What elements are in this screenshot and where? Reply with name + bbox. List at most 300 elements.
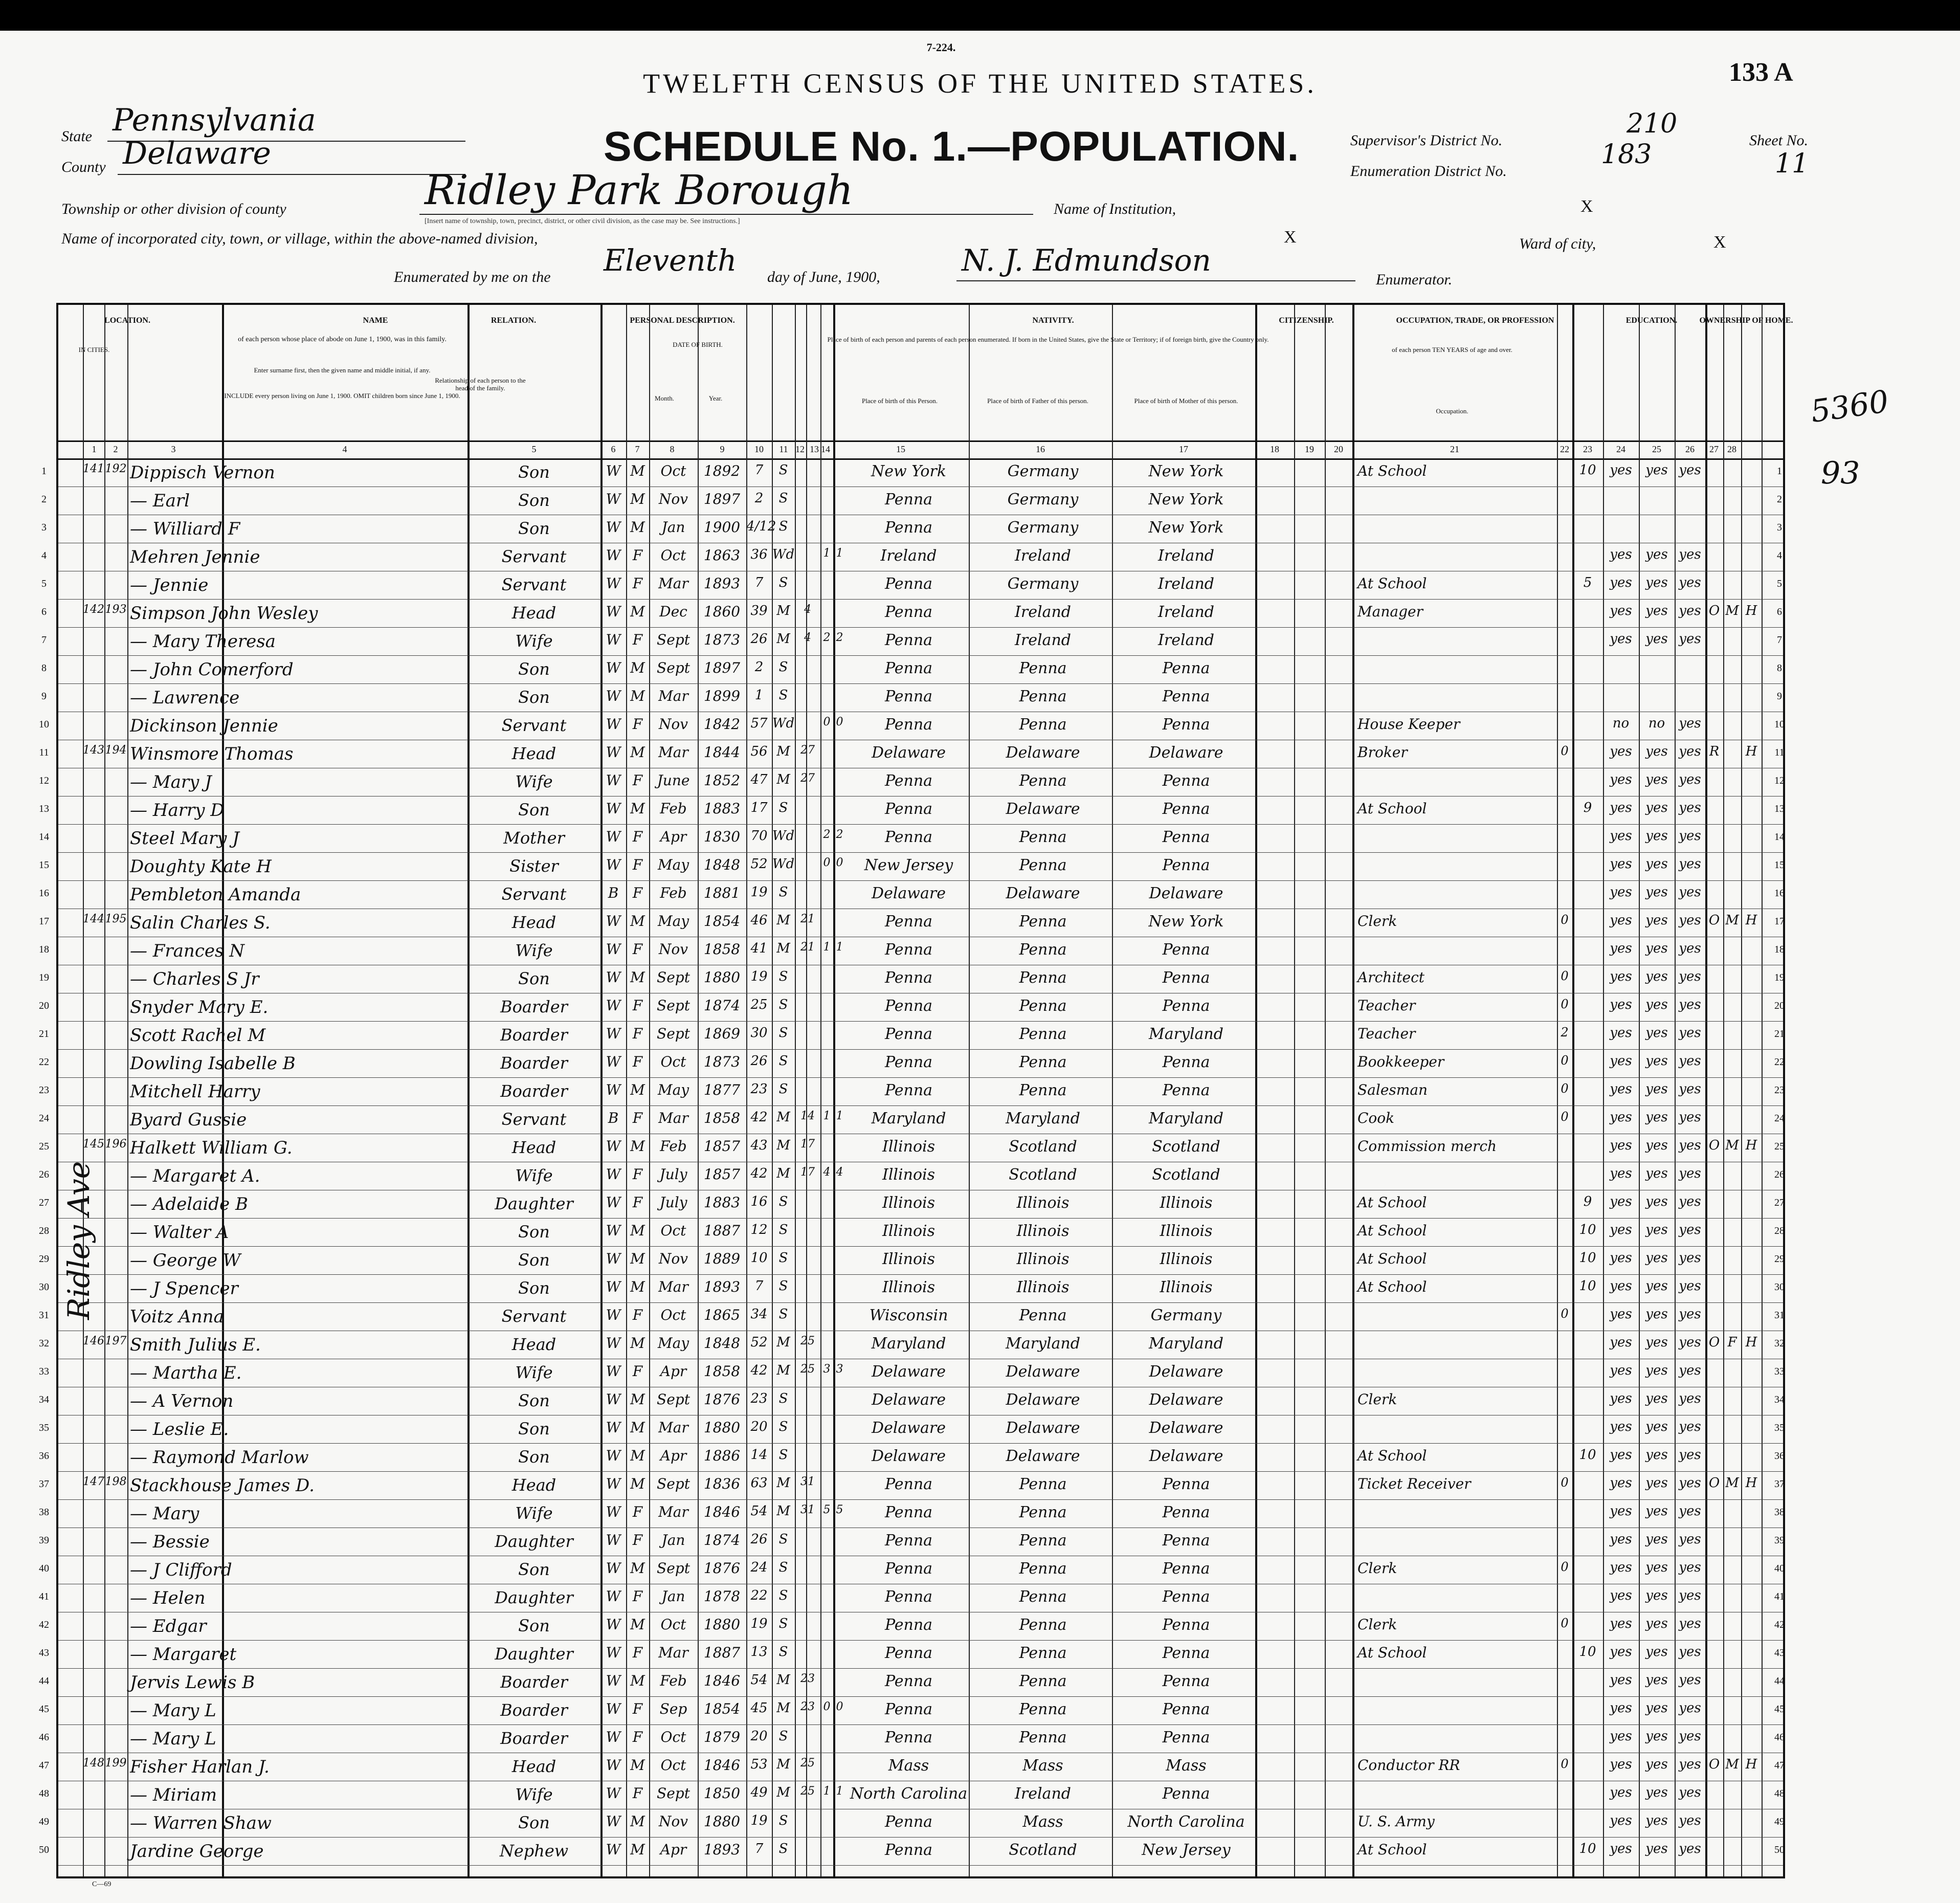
cell-yr: 1865 [703, 1307, 741, 1323]
cell-pob: Illinois [882, 1194, 935, 1212]
cell-speak: yes [1679, 1588, 1701, 1603]
cell-rel: Boarder [500, 1025, 568, 1045]
cell-read: yes [1610, 1729, 1632, 1744]
cell-moc: 2 [823, 631, 831, 644]
cell-mar: M [776, 1166, 790, 1181]
supervisor-label: Supervisor's District No. [1350, 132, 1503, 149]
cell-sex: M [630, 913, 645, 930]
cell-col: W [606, 716, 621, 733]
cell-mar: S [778, 1194, 788, 1209]
birth-year-header: Year. [708, 394, 723, 402]
group-nativity: NATIVITY. [1032, 316, 1074, 325]
state-label: State [61, 128, 92, 145]
cell-read: yes [1610, 1110, 1632, 1125]
cell-sex: F [632, 1194, 643, 1211]
cell-yr: 1897 [703, 491, 741, 507]
line-number-right: 23 [1774, 1085, 1785, 1096]
cell-moc: 0 [823, 716, 831, 728]
county-label: County [61, 159, 106, 175]
cell-pof: Penna [1019, 997, 1067, 1015]
cell-occ: At School [1357, 1644, 1427, 1661]
cell-read: yes [1610, 1757, 1632, 1772]
cell-pof: Penna [1019, 913, 1067, 931]
cell-write: yes [1645, 1025, 1668, 1041]
sheet-value: 11 [1775, 148, 1809, 179]
cell-rel: Head [511, 1335, 556, 1354]
cell-write: yes [1645, 969, 1668, 984]
cell-pof: Scotland [1009, 1138, 1077, 1156]
cell-mo: Mar [658, 1110, 688, 1126]
line-number-right: 42 [1774, 1619, 1785, 1630]
cell-sex: F [632, 1532, 643, 1548]
table-row [39, 852, 1785, 880]
cell-age: 49 [750, 1785, 768, 1800]
cell-pof: Penna [1019, 941, 1067, 959]
cell-sex: M [630, 744, 645, 761]
cell-pob: Penna [884, 941, 933, 959]
table-row [39, 768, 1785, 796]
line-number-left: 19 [39, 972, 49, 983]
column-number: 26 [1685, 444, 1695, 454]
cell-age: 19 [750, 1813, 768, 1828]
line-number-right: 34 [1774, 1394, 1785, 1405]
cell-read: yes [1610, 1447, 1632, 1463]
table-row [39, 1190, 1785, 1218]
cell-write: yes [1645, 603, 1668, 618]
cell-sex: M [630, 1081, 645, 1098]
cell-speak: yes [1679, 1700, 1701, 1716]
cell-rel: Head [511, 603, 556, 623]
column-number: 8 [670, 444, 675, 454]
cell-rel: Servant [501, 1110, 567, 1129]
cell-mar: M [776, 1475, 790, 1491]
table-row [41, 571, 1783, 599]
cell-mar: S [778, 1644, 788, 1659]
cell-pom: Illinois [1160, 1250, 1213, 1268]
cell-read: yes [1610, 997, 1632, 1012]
cell-name: — George W [130, 1250, 241, 1271]
cell-mar: Wd [772, 856, 795, 872]
cell-pob: Delaware [872, 884, 946, 902]
cell-rel: Son [518, 1419, 550, 1439]
table-row [41, 458, 1783, 486]
cell-read: yes [1610, 941, 1632, 956]
cell-sex: M [630, 1391, 645, 1408]
cell-rel: Son [518, 1278, 550, 1298]
line-number-left: 20 [39, 1000, 49, 1011]
enum-district-value: 183 [1601, 139, 1652, 170]
cell-col: W [606, 744, 621, 761]
cell-mar: M [776, 1335, 790, 1350]
cell-mo: Nov [658, 716, 688, 733]
cell-fm: M [1725, 1475, 1739, 1491]
line-number-right: 30 [1774, 1281, 1785, 1293]
cell-read: yes [1610, 913, 1632, 928]
cell-pom: Mass [1166, 1757, 1207, 1775]
cell-mo: Nov [658, 1813, 688, 1830]
cell-age: 54 [750, 1672, 768, 1688]
pob-mother-header: Place of birth of Mother of this person. [1134, 397, 1238, 405]
cell-rel: Son [518, 462, 550, 482]
cell-occ: Clerk [1357, 1616, 1397, 1633]
cell-pob: Delaware [872, 1363, 946, 1381]
cell-pof: Penna [1019, 1616, 1067, 1634]
cell-write: yes [1645, 1841, 1668, 1856]
cell-mo: July [659, 1166, 687, 1183]
cell-pob: Maryland [871, 1335, 946, 1353]
cell-col: W [606, 603, 621, 620]
cell-yr: 1830 [703, 828, 741, 845]
cell-write: yes [1645, 1644, 1668, 1659]
cell-mar: S [778, 462, 788, 478]
line-number-left: 12 [39, 775, 49, 786]
cell-ym: 17 [800, 1166, 815, 1179]
line-number-left: 29 [39, 1253, 49, 1265]
cell-sex: M [630, 1278, 645, 1295]
cell-name: — Warren Shaw [130, 1813, 272, 1833]
cell-mar: M [776, 1138, 790, 1153]
street-name: Ridley Ave [61, 1161, 96, 1320]
cell-pof: Germany [1007, 462, 1079, 480]
cell-rel: Wife [515, 1785, 553, 1804]
table-row [39, 1696, 1785, 1724]
cell-write: yes [1645, 1813, 1668, 1828]
cell-speak: yes [1679, 1447, 1701, 1463]
name-note: Enter surname first, then the given name and middle initial, if any. [254, 366, 431, 374]
cell-yr: 1893 [703, 1841, 741, 1858]
cell-col: W [606, 1700, 621, 1717]
cell-write: no [1648, 716, 1665, 731]
table-row [39, 1021, 1785, 1049]
table-row [39, 1331, 1785, 1359]
cell-age: 52 [750, 1335, 768, 1350]
table-row [39, 824, 1785, 852]
line-number-right: 47 [1774, 1760, 1785, 1771]
line-number-left: 23 [39, 1085, 49, 1096]
cell-liv: 1 [836, 547, 843, 560]
table-row [39, 965, 1785, 993]
column-number: 15 [896, 444, 905, 454]
cell-mar: Wd [772, 828, 795, 844]
cell-fh: H [1745, 1335, 1757, 1350]
line-number-left: 10 [39, 719, 49, 730]
cell-pof: Scotland [1009, 1841, 1077, 1859]
cell-pom: Penna [1162, 1588, 1210, 1606]
cell-pob: Penna [884, 1672, 933, 1690]
cell-read: yes [1610, 1166, 1632, 1181]
cell-mo: Oct [660, 547, 686, 564]
cell-age: 2 [754, 491, 764, 506]
table-row [41, 486, 1783, 515]
cell-name: — Mary Theresa [130, 631, 276, 652]
table-row [39, 1753, 1785, 1781]
cell-read: yes [1610, 1672, 1632, 1688]
cell-liv: 2 [836, 828, 843, 841]
cell-age: 7 [754, 1841, 764, 1856]
cell-mo: Nov [658, 491, 688, 507]
cell-yr: 1844 [703, 744, 741, 761]
cell-speak: yes [1679, 941, 1701, 956]
cell-pof: Mass [1022, 1757, 1063, 1775]
cell-name: — Leslie E. [130, 1419, 229, 1440]
cell-read: yes [1610, 1335, 1632, 1350]
cell-pom: Penna [1162, 1053, 1210, 1071]
cell-write: yes [1645, 1222, 1668, 1237]
cell-write: yes [1645, 575, 1668, 590]
line-number-left: 13 [39, 803, 49, 814]
cell-pof: Ireland [1015, 547, 1071, 565]
line-number-left: 37 [39, 1478, 49, 1490]
cell-speak: yes [1679, 1166, 1701, 1181]
cell-ym: 31 [800, 1503, 815, 1516]
table-row [39, 1077, 1785, 1105]
cell-speak: yes [1679, 1335, 1701, 1350]
cell-mo: Nov [658, 1250, 688, 1267]
cell-age: 57 [750, 716, 768, 731]
cell-rel: Son [518, 1616, 550, 1635]
cell-pom: Delaware [1149, 1447, 1223, 1465]
cell-rel: Head [511, 1475, 556, 1495]
cell-mar: S [778, 1222, 788, 1237]
cell-sex: M [630, 491, 645, 507]
cell-mar: S [778, 969, 788, 984]
cell-sex: F [632, 1110, 643, 1126]
cell-mne: 0 [1561, 1757, 1569, 1771]
cell-pom: Penna [1162, 1532, 1210, 1550]
cell-mar: S [778, 519, 788, 534]
table-row [39, 909, 1785, 937]
line-number-right: 25 [1774, 1141, 1785, 1152]
cell-pof: Delaware [1006, 1391, 1080, 1409]
cell-fh: H [1745, 1757, 1757, 1772]
ward-label: Ward of city, [1519, 235, 1596, 252]
cell-speak: yes [1679, 1194, 1701, 1209]
line-number-left: 28 [39, 1225, 49, 1236]
cell-fm: M [1725, 1757, 1739, 1772]
birth-date-header: DATE OF BIRTH. [673, 341, 723, 348]
cell-own: O [1708, 1475, 1720, 1491]
column-number: 20 [1334, 444, 1343, 454]
line-number-right: 40 [1774, 1563, 1785, 1574]
cell-sex: F [632, 575, 643, 592]
cell-sex: M [630, 603, 645, 620]
cell-ym: 23 [800, 1672, 815, 1685]
cell-occ: At School [1357, 1841, 1427, 1858]
cell-write: yes [1645, 1532, 1668, 1547]
cell-yr: 1880 [703, 1616, 741, 1633]
cell-col: W [606, 462, 621, 479]
cell-fam: 199 [105, 1757, 127, 1769]
relation-description: Relationship of each person to the head of the family. [435, 377, 526, 392]
cell-speak: yes [1679, 884, 1701, 900]
cell-mar: S [778, 997, 788, 1012]
cell-speak: yes [1679, 828, 1701, 844]
cell-pof: Delaware [1006, 1447, 1080, 1465]
cell-col: W [606, 1841, 621, 1858]
cell-mar: S [778, 1081, 788, 1097]
cell-read: yes [1610, 1053, 1632, 1069]
cell-occ: Teacher [1357, 1025, 1416, 1042]
cell-write: yes [1645, 1447, 1668, 1463]
line-number-right: 6 [1777, 606, 1782, 617]
cell-mo: Sept [657, 1785, 690, 1802]
line-number-left: 17 [39, 916, 49, 927]
cell-name: — Walter A [130, 1222, 229, 1243]
table-row [39, 1528, 1785, 1556]
line-number-right: 3 [1777, 522, 1782, 533]
cell-sex: M [630, 1672, 645, 1689]
table-row [39, 712, 1785, 740]
cell-pof: Penna [1019, 659, 1067, 677]
cell-sex: M [630, 1757, 645, 1774]
cell-occ: Broker [1357, 744, 1408, 761]
cell-pom: Delaware [1149, 1391, 1223, 1409]
cell-name: Dippisch Vernon [130, 462, 275, 483]
cell-yr: 1883 [703, 800, 741, 817]
cell-age: 54 [750, 1503, 768, 1519]
cell-yr: 1887 [703, 1222, 741, 1239]
cell-sex: F [632, 1307, 643, 1323]
cell-age: 19 [750, 969, 768, 984]
column-number: 19 [1305, 444, 1314, 454]
cell-rel: Nephew [499, 1841, 569, 1861]
cell-rel: Wife [515, 631, 553, 651]
cell-sex: F [632, 997, 643, 1014]
cell-name: — Bessie [130, 1532, 210, 1552]
cell-occ: Commission merch [1357, 1138, 1497, 1155]
cell-pof: Penna [1019, 1560, 1067, 1578]
cell-mo: Oct [660, 1616, 686, 1633]
cell-read: yes [1610, 1785, 1632, 1800]
cell-pob: Penna [884, 716, 933, 734]
cell-mne: 0 [1561, 913, 1569, 927]
cell-pof: Penna [1019, 688, 1067, 705]
cell-sex: F [632, 941, 643, 958]
cell-yr: 1874 [703, 1532, 741, 1548]
cell-fam: 195 [105, 913, 127, 925]
cell-name: — Jennie [130, 575, 209, 595]
cell-fh: H [1745, 744, 1757, 759]
table-row [39, 880, 1785, 909]
cell-own: O [1708, 913, 1720, 928]
cell-speak: yes [1679, 547, 1701, 562]
cell-mar: S [778, 1841, 788, 1856]
cell-ym: 21 [800, 941, 815, 954]
cell-pof: Mass [1022, 1813, 1063, 1831]
table-row [39, 1105, 1785, 1134]
cell-pob: Penna [884, 1503, 933, 1521]
cell-mo: Sept [657, 1391, 690, 1408]
cell-write: yes [1645, 800, 1668, 815]
column-number: 17 [1179, 444, 1188, 454]
cell-speak: yes [1679, 1081, 1701, 1097]
cell-write: yes [1645, 1503, 1668, 1519]
line-number-right: 12 [1774, 775, 1785, 786]
cell-write: yes [1645, 1138, 1668, 1153]
cell-write: yes [1645, 462, 1668, 478]
cell-age: 23 [750, 1391, 768, 1406]
cell-yr: 1846 [703, 1503, 741, 1520]
cell-pob: Delaware [872, 744, 946, 762]
cell-rel: Daughter [495, 1644, 573, 1664]
line-number-left: 11 [39, 747, 49, 758]
cell-liv: 1 [836, 941, 843, 954]
cell-name: — Edgar [130, 1616, 207, 1636]
cell-rel: Daughter [495, 1588, 573, 1607]
cell-speak: yes [1679, 1813, 1701, 1828]
cell-pom: Penna [1162, 716, 1210, 734]
cell-pof: Penna [1019, 1053, 1067, 1071]
cell-occ: Architect [1357, 969, 1425, 986]
name-description: of each person whose place of abode on June 1, 1900, was in this family. [238, 336, 447, 343]
cell-att: 9 [1583, 1194, 1592, 1209]
cell-mar: Wd [772, 547, 795, 562]
cell-pob: Delaware [872, 1391, 946, 1409]
cell-col: W [606, 1335, 621, 1352]
cell-pom: Penna [1162, 856, 1210, 874]
cell-pom: Penna [1162, 969, 1210, 987]
cell-pom: New York [1148, 519, 1224, 537]
cell-sex: F [632, 716, 643, 733]
cell-sex: F [632, 547, 643, 564]
cell-moc: 0 [823, 1700, 831, 1713]
line-number-right: 37 [1774, 1478, 1785, 1490]
cell-name: — Earl [130, 491, 190, 511]
cell-age: 70 [750, 828, 768, 844]
cell-rel: Boarder [500, 1053, 568, 1073]
table-row [39, 1471, 1785, 1499]
cell-occ: Ticket Receiver [1357, 1475, 1471, 1492]
pob-father-header: Place of birth of Father of this person. [987, 397, 1088, 405]
cell-sex: F [632, 1729, 643, 1745]
table-row [41, 599, 1783, 627]
cell-pof: Delaware [1006, 744, 1080, 762]
cell-mo: Nov [658, 941, 688, 958]
table-row [41, 543, 1783, 571]
cell-sex: F [632, 856, 643, 873]
line-number-right: 38 [1774, 1507, 1785, 1518]
cell-mo: Apr [660, 1841, 687, 1858]
cell-mar: M [776, 941, 790, 956]
line-number-left: 24 [39, 1113, 49, 1124]
cell-write: yes [1645, 1053, 1668, 1069]
cell-name: — Miriam [130, 1785, 217, 1805]
cell-yr: 1879 [703, 1729, 741, 1745]
cell-write: yes [1645, 1166, 1668, 1181]
cell-col: W [606, 1307, 621, 1323]
cell-yr: 1854 [703, 913, 741, 930]
cell-sex: M [630, 1222, 645, 1239]
cell-read: yes [1610, 1222, 1632, 1237]
column-number: 27 [1709, 444, 1719, 454]
group-occupation: OCCUPATION, TRADE, OR PROFESSION [1396, 316, 1554, 325]
cell-rel: Servant [501, 716, 567, 735]
cell-pob: Penna [884, 997, 933, 1015]
cell-own: O [1708, 603, 1720, 618]
cell-pom: Illinois [1160, 1278, 1213, 1296]
cell-sex: M [630, 1447, 645, 1464]
cell-yr: 1848 [703, 856, 741, 873]
line-number-left: 49 [39, 1816, 49, 1827]
cell-pob: Penna [884, 828, 933, 846]
township-instruction: [Insert name of township, town, precinct, district, or other civil division, as the case may be. See instructions.] [425, 217, 740, 225]
cell-read: yes [1610, 744, 1632, 759]
cell-name: Fisher Harlan J. [130, 1757, 270, 1777]
cell-pof: Ireland [1015, 603, 1071, 621]
cell-pof: Delaware [1006, 800, 1080, 818]
cell-pom: New York [1148, 462, 1224, 480]
cell-sex: M [630, 1841, 645, 1858]
